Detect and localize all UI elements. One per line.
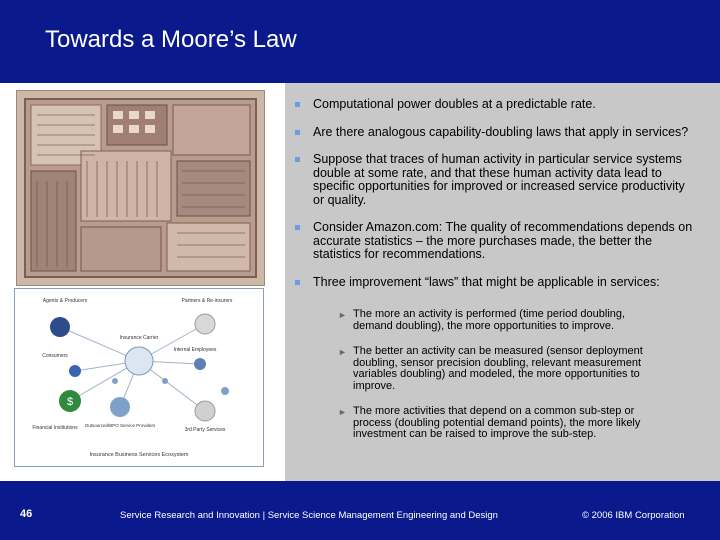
square-bullet-icon xyxy=(295,157,300,162)
square-bullet-icon xyxy=(295,225,300,230)
bullet-item xyxy=(293,221,698,262)
eco-outsourced-label: Outsourced/BPO Service Providers xyxy=(84,423,156,428)
footer-copyright: © 2006 IBM Corporation xyxy=(582,510,685,521)
sub-bullet-item xyxy=(293,309,653,332)
bullet-list xyxy=(293,98,698,455)
bullet-text: Consider Amazon.com: The quality of recommendations depends on accurate statistics – the more purchases made, the better the statistics for recommendations. xyxy=(313,220,693,261)
eco-carrier-label: Insurance Carrier xyxy=(119,335,159,341)
eco-agents-label: Agents & Producers xyxy=(42,298,88,304)
bullet-item xyxy=(293,153,698,207)
square-bullet-icon xyxy=(295,280,300,285)
footer-center-text: Service Research and Innovation | Service Science Management Engineering and Design xyxy=(120,510,498,521)
sub-bullet-item xyxy=(293,406,653,441)
triangle-bullet-icon: ► xyxy=(338,407,347,417)
square-bullet-icon xyxy=(295,130,300,135)
bullet-item xyxy=(293,276,698,290)
square-bullet-icon xyxy=(295,102,300,107)
bullet-item xyxy=(293,126,698,140)
eco-internal-label: Internal Employees xyxy=(173,347,217,353)
eco-partners-label: Partners & Re-insurers xyxy=(181,298,233,304)
eco-third-party-label: 3rd Party Services xyxy=(184,427,226,433)
chip-die-graphic xyxy=(17,91,264,285)
bullet-text: Computational power doubles at a predictable rate. xyxy=(313,97,596,111)
triangle-bullet-icon: ► xyxy=(338,347,347,357)
sub-bullet-item xyxy=(293,346,653,392)
bullet-item xyxy=(293,98,698,112)
ecosystem-graphic xyxy=(15,289,263,466)
bullet-text: Suppose that traces of human activity in particular service systems double at some rate, and that these human activity data lead to specific opportunities for improved or increased service productivity or quality. xyxy=(313,152,685,207)
ecosystem-diagram xyxy=(14,288,264,467)
content-area xyxy=(0,83,720,481)
eco-financial-label: Financial Institutions xyxy=(32,425,78,431)
triangle-bullet-icon: ► xyxy=(338,310,347,320)
sub-bullet-text: The more activities that depend on a common sub-step or process (doubling potential demand points), the more likely investment can be raised to improve the sub-step. xyxy=(353,405,641,440)
chip-die-image xyxy=(16,90,265,286)
svg-text:$: $ xyxy=(66,396,74,408)
bullet-text: Are there analogous capability-doubling laws that apply in services? xyxy=(313,124,689,139)
sub-bullet-text: The better an activity can be measured (sensor deployment doubling, sensor precision doubling, relevant measurement variables doubling) and modeled, the more opportunities to improve. xyxy=(353,345,643,392)
bullet-text: Three improvement “laws” that might be applicable in services: xyxy=(313,274,660,289)
eco-caption: Insurance Business Services Ecosystem xyxy=(89,452,189,458)
image-column xyxy=(0,83,285,481)
eco-consumers-label: Consumers xyxy=(42,353,68,359)
page-number: 46 xyxy=(20,508,33,520)
sub-bullet-text: The more an activity is performed (time period doubling, demand doubling), the more opportunities to improve. xyxy=(353,308,626,332)
slide-title: Towards a Moore’s Law xyxy=(45,26,297,53)
